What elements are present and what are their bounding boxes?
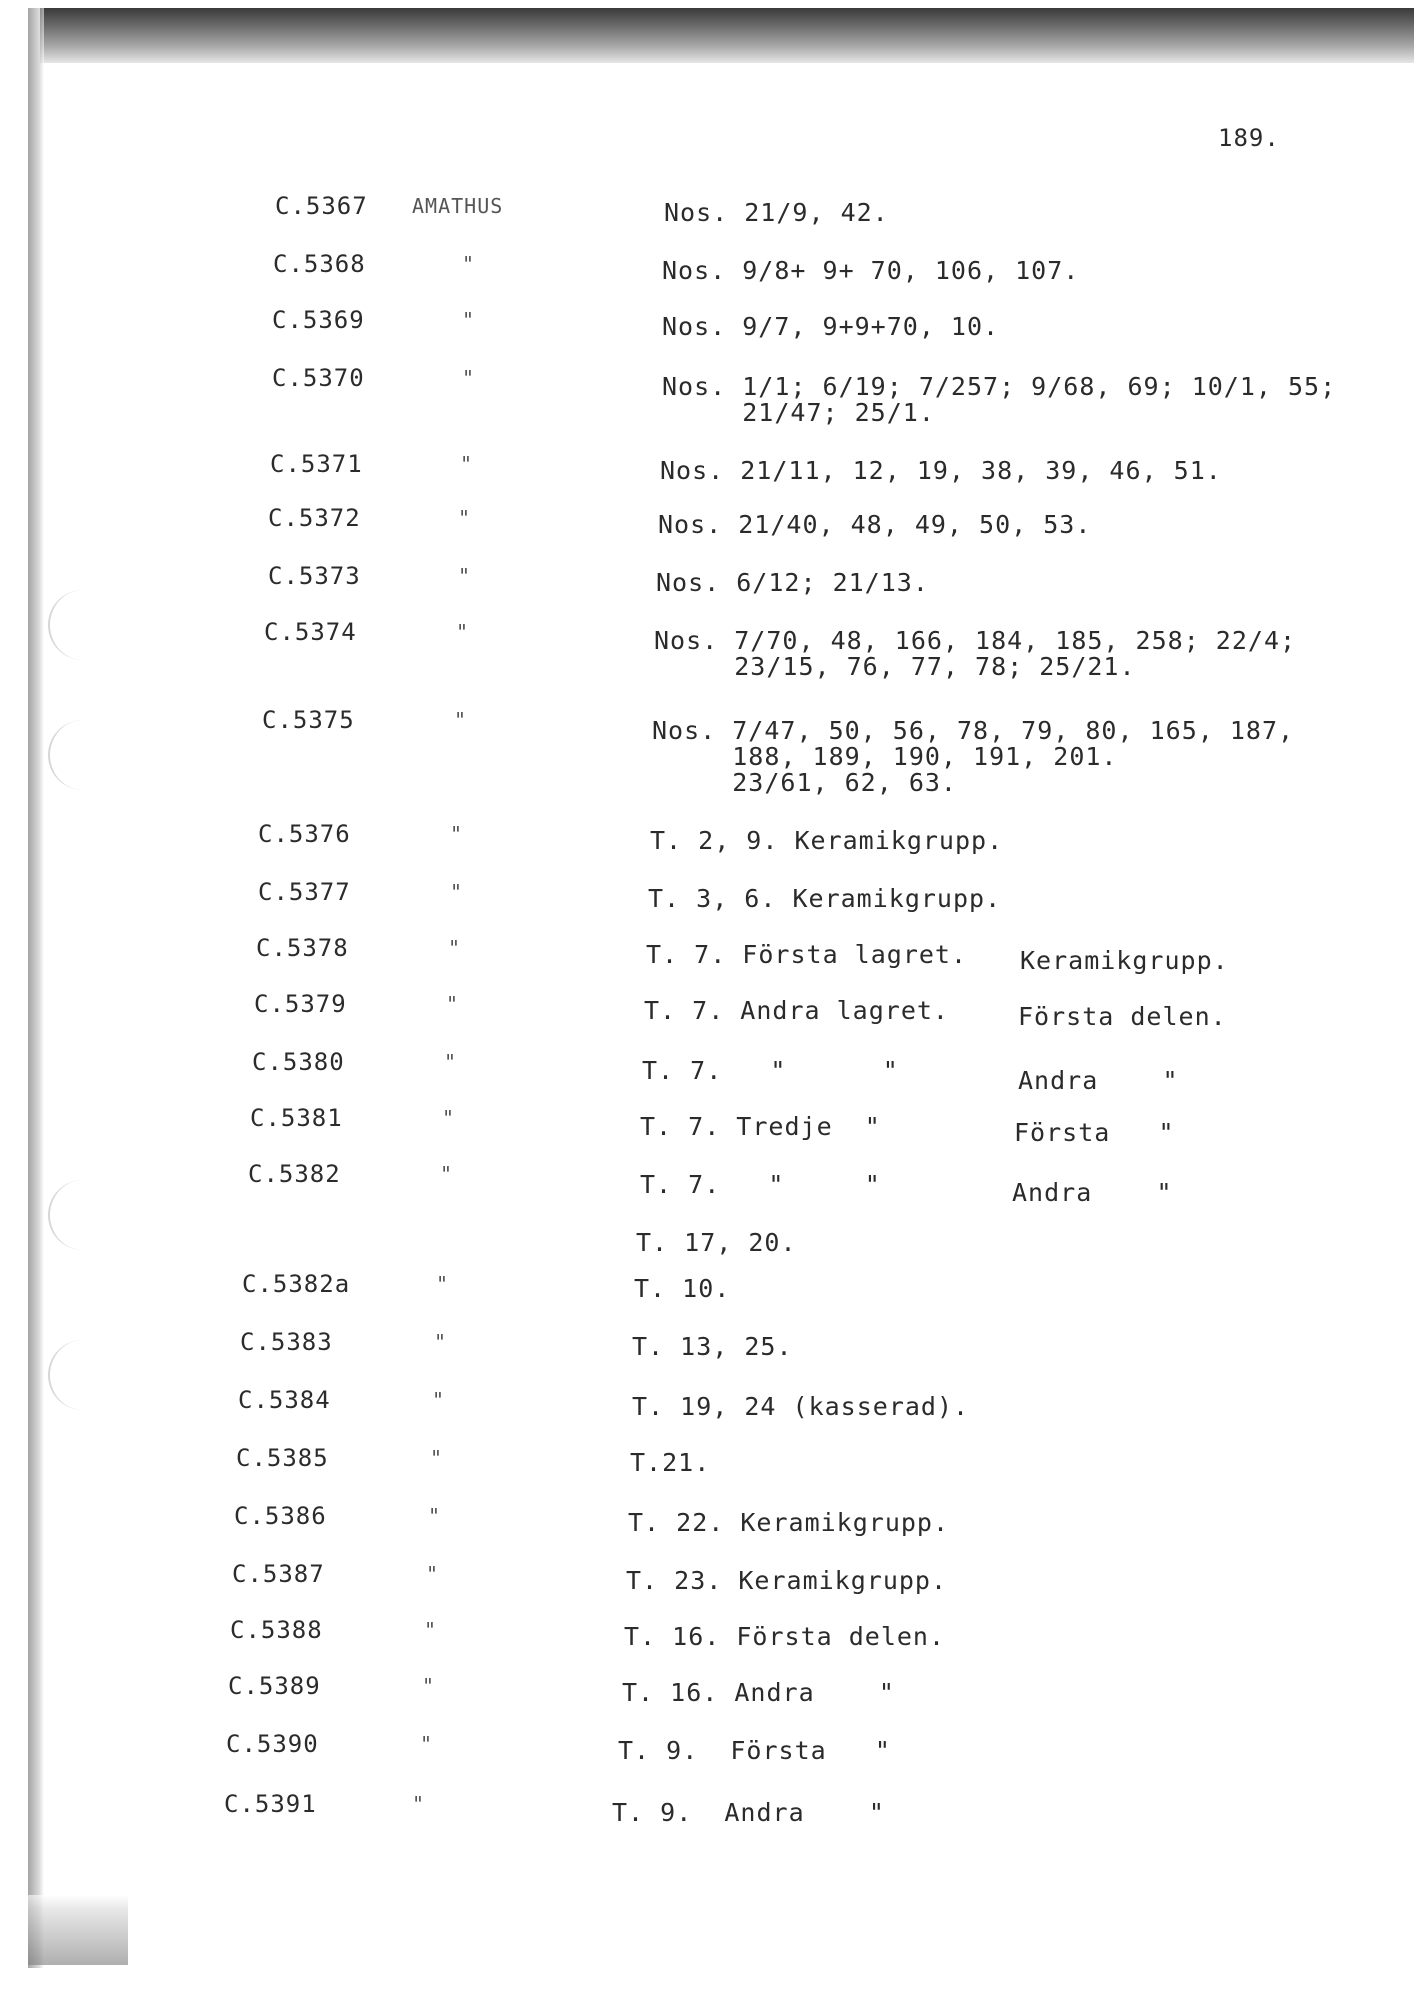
layer-note: Keramikgrupp. — [1020, 946, 1229, 975]
ditto-mark: " — [430, 1446, 444, 1470]
entry-row — [0, 1730, 1414, 1780]
catalog-code: C.5389 — [228, 1672, 321, 1700]
catalog-code: C.5372 — [268, 504, 361, 532]
ditto-mark: " — [444, 1050, 458, 1074]
catalog-code: C.5385 — [236, 1444, 329, 1472]
entry-description: T. 3, 6. Keramikgrupp. — [648, 884, 1002, 913]
entry-row — [0, 1222, 1414, 1272]
layer-note: Första " — [1014, 1118, 1175, 1147]
catalog-code: C.5374 — [264, 618, 357, 646]
catalog-code: C.5380 — [252, 1048, 345, 1076]
entry-description: T. 17, 20. — [636, 1228, 797, 1257]
ditto-mark: " — [428, 1504, 442, 1528]
entry-row — [0, 1672, 1414, 1722]
scan-edge-bottom — [28, 1895, 128, 1965]
entry-description: T. 9. Andra " — [612, 1798, 885, 1827]
ditto-mark: " — [424, 1618, 438, 1642]
catalog-code: C.5379 — [254, 990, 347, 1018]
entry-row — [0, 1444, 1414, 1494]
layer-note: Första delen. — [1018, 1002, 1227, 1031]
ditto-mark: " — [448, 936, 462, 960]
ditto-mark: " — [450, 880, 464, 904]
entry-row — [0, 1270, 1414, 1320]
ditto-mark: " — [426, 1562, 440, 1586]
entry-row — [0, 192, 1414, 242]
entry-description: T. 7. " " — [642, 1056, 899, 1085]
catalog-code: C.5371 — [270, 450, 363, 478]
entry-description: T. 13, 25. — [632, 1332, 793, 1361]
layer-note: Andra " — [1012, 1178, 1173, 1207]
entry-row — [0, 1790, 1414, 1840]
ditto-mark: " — [436, 1272, 450, 1296]
catalog-code: C.5382 — [248, 1160, 341, 1188]
entry-description: T. 7. Tredje " — [640, 1112, 881, 1141]
ditto-mark: " — [462, 308, 476, 332]
entry-description: T. 10. — [634, 1274, 731, 1303]
entry-description: T. 7. Första lagret. — [646, 940, 968, 969]
entry-description: T. 7. " " — [640, 1170, 881, 1199]
catalog-code: C.5378 — [256, 934, 349, 962]
entry-description: Nos. 7/47, 50, 56, 78, 79, 80, 165, 187, 188, 189, 190, 191, 201. 23/61, 62, 63. — [652, 716, 1295, 797]
entry-row — [0, 364, 1414, 427]
site-name: AMATHUS — [412, 194, 504, 218]
catalog-code: C.5373 — [268, 562, 361, 590]
entry-row — [0, 562, 1414, 612]
ditto-mark: " — [442, 1106, 456, 1130]
catalog-code: C.5367 — [275, 192, 368, 220]
entry-description: T. 16. Första delen. — [624, 1622, 946, 1651]
catalog-code: C.5375 — [262, 706, 355, 734]
entry-row — [0, 1048, 1414, 1098]
ditto-mark: " — [432, 1388, 446, 1412]
entry-description: Nos. 9/7, 9+9+70, 10. — [662, 312, 1000, 341]
entry-description: Nos. 9/8+ 9+ 70, 106, 107. — [662, 256, 1080, 285]
entry-row — [0, 450, 1414, 500]
entry-row — [0, 250, 1414, 300]
entry-row — [0, 706, 1414, 797]
entry-row — [0, 504, 1414, 554]
entry-row — [0, 618, 1414, 681]
ditto-mark: " — [446, 992, 460, 1016]
entry-row — [0, 1328, 1414, 1378]
ditto-mark: " — [458, 506, 472, 530]
entry-description: Nos. 1/1; 6/19; 7/257; 9/68, 69; 10/1, 55; 21/47; 25/1. — [662, 372, 1337, 427]
catalog-code: C.5391 — [224, 1790, 317, 1818]
ditto-mark: " — [420, 1732, 434, 1756]
catalog-code: C.5387 — [232, 1560, 325, 1588]
catalog-code: C.5383 — [240, 1328, 333, 1356]
entry-description: T. 9. Första " — [618, 1736, 891, 1765]
entry-row — [0, 990, 1414, 1040]
entry-description: T. 2, 9. Keramikgrupp. — [650, 826, 1004, 855]
entry-description: Nos. 7/70, 48, 166, 184, 185, 258; 22/4; 23/15, 76, 77, 78; 25/21. — [654, 626, 1297, 681]
layer-note: Andra " — [1018, 1066, 1179, 1095]
entry-row — [0, 1560, 1414, 1610]
ditto-mark: " — [462, 366, 476, 390]
entry-row — [0, 1386, 1414, 1436]
entry-description: T. 22. Keramikgrupp. — [628, 1508, 950, 1537]
catalog-code: C.5376 — [258, 820, 351, 848]
entry-row — [0, 934, 1414, 984]
catalog-code: C.5369 — [272, 306, 365, 334]
entry-description: T. 7. Andra lagret. — [644, 996, 949, 1025]
entry-description: T.21. — [630, 1448, 711, 1477]
catalog-code: C.5377 — [258, 878, 351, 906]
catalog-code: C.5382a — [242, 1270, 351, 1298]
ditto-mark: " — [456, 620, 470, 644]
entry-row — [0, 1104, 1414, 1154]
entry-description: T. 16. Andra " — [622, 1678, 895, 1707]
entry-description: Nos. 21/11, 12, 19, 38, 39, 46, 51. — [660, 456, 1222, 485]
catalog-code: C.5370 — [272, 364, 365, 392]
ditto-mark: " — [440, 1162, 454, 1186]
ditto-mark: " — [450, 822, 464, 846]
entry-row — [0, 1502, 1414, 1552]
ditto-mark: " — [460, 452, 474, 476]
entry-description: Nos. 6/12; 21/13. — [656, 568, 929, 597]
entry-description: T. 19, 24 (kasserad). — [632, 1392, 970, 1421]
page-number: 189. — [1218, 124, 1280, 152]
entry-description: T. 23. Keramikgrupp. — [626, 1566, 948, 1595]
entry-description: Nos. 21/9, 42. — [664, 198, 889, 227]
catalog-code: C.5390 — [226, 1730, 319, 1758]
catalog-code: C.5368 — [273, 250, 366, 278]
ditto-mark: " — [434, 1330, 448, 1354]
ditto-mark: " — [458, 564, 472, 588]
catalog-code: C.5386 — [234, 1502, 327, 1530]
entry-row — [0, 820, 1414, 870]
catalog-code: C.5384 — [238, 1386, 331, 1414]
catalog-code: C.5388 — [230, 1616, 323, 1644]
catalog-code: C.5381 — [250, 1104, 343, 1132]
entry-row — [0, 306, 1414, 356]
ditto-mark: " — [462, 252, 476, 276]
entry-row — [0, 878, 1414, 928]
entry-row — [0, 1160, 1414, 1210]
scan-edge-top — [40, 8, 1414, 63]
entry-row — [0, 1616, 1414, 1666]
entry-description: Nos. 21/40, 48, 49, 50, 53. — [658, 510, 1092, 539]
ditto-mark: " — [412, 1792, 426, 1816]
ditto-mark: " — [454, 708, 468, 732]
ditto-mark: " — [422, 1674, 436, 1698]
